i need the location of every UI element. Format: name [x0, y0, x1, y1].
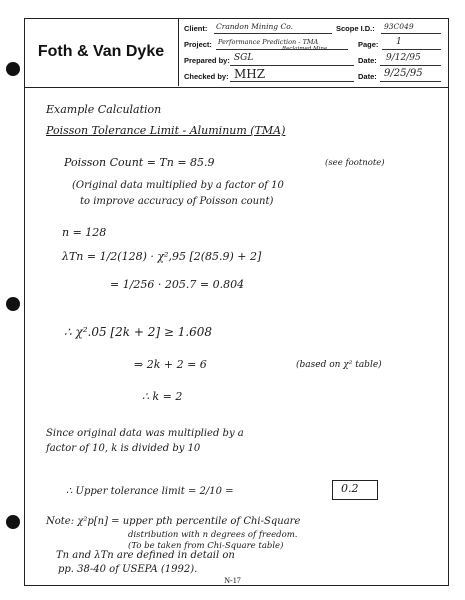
page-number: N-17 — [224, 576, 241, 585]
client-value: Crandon Mining Co. — [216, 22, 293, 31]
date2-value: 9/25/95 — [384, 68, 423, 79]
scope-label: Scope I.D.: — [336, 24, 375, 33]
original-data-note-2: to improve accuracy of Poisson count) — [80, 196, 274, 207]
scope-value: 93C049 — [384, 22, 414, 31]
lambda-formula: λTn = 1/2(128) · χ²,95 [2(85.9) + 2] — [62, 250, 262, 263]
scaling-note-1: Since original data was multiplied by a — [46, 428, 244, 439]
project-value: Performance Prediction - TMA — [218, 38, 319, 46]
project-label: Project: — [184, 40, 212, 49]
title-example: Example Calculation — [46, 103, 162, 116]
answer-value: 0.2 — [341, 482, 359, 495]
date-label-2: Date: — [358, 72, 377, 81]
title-poisson: Poisson Tolerance Limit - Aluminum (TMA) — [46, 124, 286, 137]
lambda-result: = 1/256 · 205.7 = 0.804 — [110, 278, 245, 291]
checked-value: MHZ — [234, 67, 266, 81]
date1-value: 9/12/95 — [386, 53, 421, 63]
date-label-1: Date: — [358, 56, 377, 65]
upper-tolerance-limit: ∴ Upper tolerance limit = 2/10 = — [66, 486, 234, 497]
chi-table-note: (based on χ² table) — [296, 360, 382, 370]
prepared-value: SGL — [234, 53, 254, 63]
original-data-note-1: (Original data multiplied by a factor of 10 — [72, 180, 284, 191]
note-line-3: (To be taken from Chi-Square table) — [128, 541, 284, 551]
k-value: ∴ k = 2 — [142, 390, 183, 403]
company-logo: Foth & Van Dyke — [24, 18, 179, 86]
chi-square-inequality: ∴ χ².05 [2k + 2] ≥ 1.608 — [64, 325, 213, 339]
note-line-5: pp. 38-40 of USEPA (1992). — [58, 564, 198, 575]
binder-hole-top — [6, 62, 20, 76]
note-line-4: Tn and λTn are defined in detail on — [56, 550, 235, 561]
binder-hole-bottom — [6, 515, 20, 529]
calc-sheet-header — [24, 18, 449, 88]
scaling-note-2: factor of 10, k is divided by 10 — [46, 443, 201, 454]
poisson-count: Poisson Count = Tn = 85.9 — [64, 156, 215, 169]
binder-hole-middle — [6, 297, 20, 311]
note-line-2: distribution with n degrees of freedom. — [128, 530, 298, 540]
solve-k: ⇒ 2k + 2 = 6 — [134, 358, 207, 371]
project-sub: Reclaimed Mine — [282, 46, 328, 52]
page-label: Page: — [358, 40, 379, 49]
footnote-ref: (see footnote) — [325, 158, 385, 168]
prepared-label: Prepared by: — [184, 56, 230, 65]
client-label: Client: — [184, 24, 208, 33]
answer-box — [332, 480, 378, 500]
page-value: 1 — [396, 37, 402, 47]
sample-size: n = 128 — [62, 226, 107, 239]
note-line-1: Note: χ²p[n] = upper pth percentile of Chi-Square — [46, 516, 301, 527]
checked-label: Checked by: — [184, 72, 229, 81]
